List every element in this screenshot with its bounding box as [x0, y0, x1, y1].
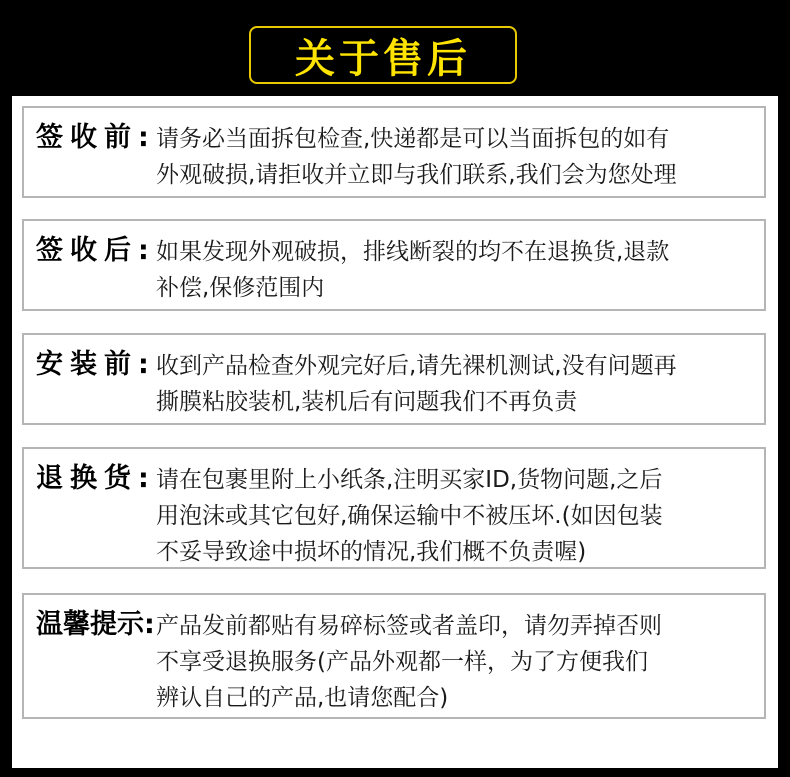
section-before-install [22, 333, 766, 425]
section-text-line: 产品发前都贴有易碎标签或者盖印，请勿弄掉否则 [156, 613, 662, 639]
section-after-signing [22, 219, 766, 311]
section-text-line: 如果发现外观破损，排线断裂的均不在退换货,退款 [156, 239, 670, 265]
section-label: 安装前: [36, 349, 156, 380]
section-body [156, 608, 754, 716]
section-returns [22, 447, 766, 569]
section-text-line: 不妥导致途中损坏的情况,我们概不负责喔) [156, 539, 587, 565]
section-label: 签收后: [36, 235, 156, 266]
section-text-line: 不享受退换服务(产品外观都一样，为了方便我们 [156, 649, 648, 675]
section-text-line: 辨认自己的产品,也请您配合) [156, 685, 449, 711]
page-title: 关于售后 [295, 35, 471, 82]
section-label: 温馨提示: [36, 609, 155, 640]
section-text-line: 请在包裹里附上小纸条,注明买家ID,货物问题,之后 [156, 467, 663, 493]
section-before-signing [22, 106, 766, 198]
section-text-line: 收到产品检查外观完好后,请先裸机测试,没有问题再 [156, 353, 677, 379]
section-body [156, 234, 754, 306]
section-kind-reminder [22, 593, 766, 719]
section-text-line: 补偿,保修范围内 [156, 275, 325, 301]
section-label: 签收前: [36, 122, 156, 153]
section-label: 退换货: [36, 463, 156, 494]
section-text-line: 请务必当面拆包检查,快递都是可以当面拆包的如有 [156, 126, 670, 152]
section-text-line: 外观破损,请拒收并立即与我们联系,我们会为您处理 [156, 162, 677, 188]
title-banner [249, 26, 517, 84]
notice-panel [12, 96, 778, 768]
section-text-line: 撕膜粘胶装机,装机后有问题我们不再负责 [156, 389, 578, 415]
section-body [156, 121, 754, 193]
section-text-line: 用泡沫或其它包好,确保运输中不被压坏.(如因包装 [156, 503, 663, 529]
section-body [156, 462, 754, 570]
section-body [156, 348, 754, 420]
